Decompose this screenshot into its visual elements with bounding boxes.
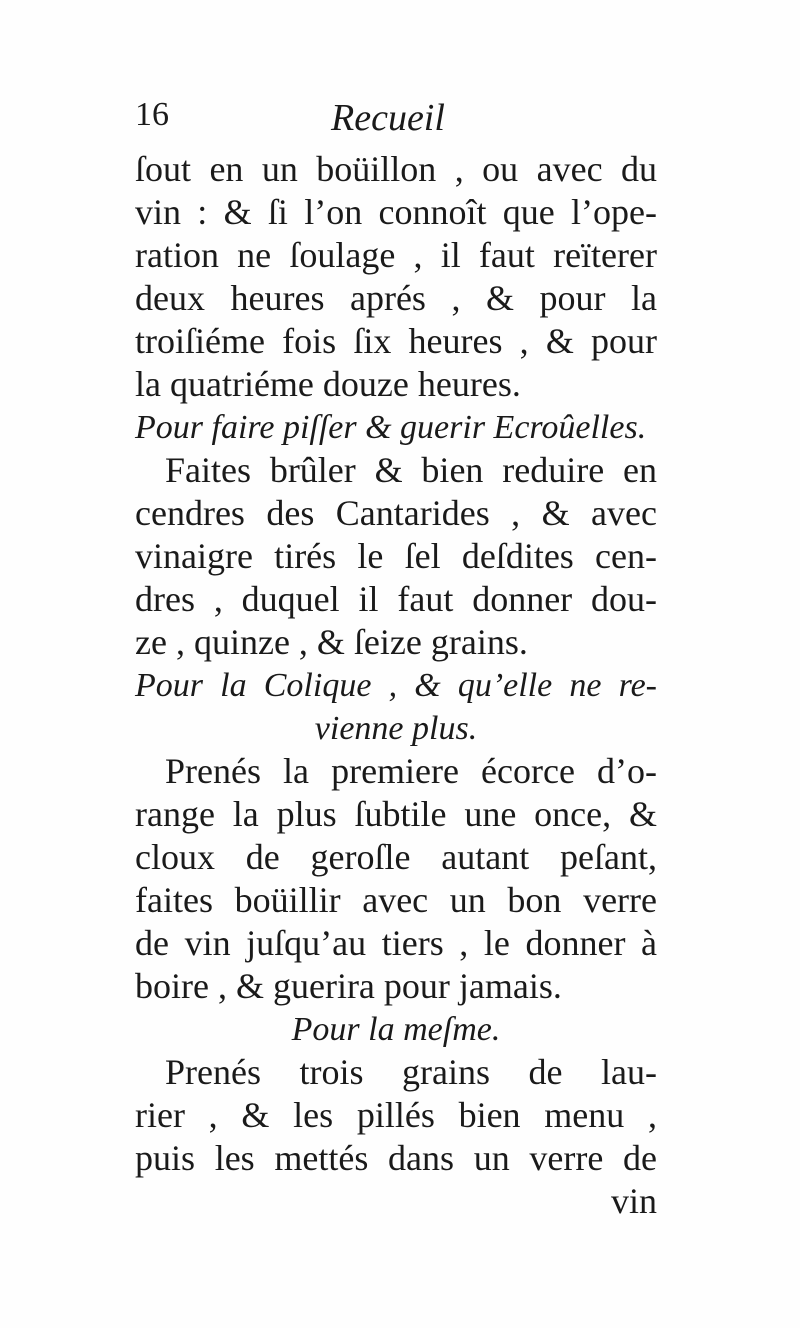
text-line: ze , quinze , & ſeize grains. <box>135 622 528 662</box>
text-line: rier , & les pillés bien menu , <box>135 1095 657 1135</box>
text-line: Prenés la premiere écorce d’o- <box>165 751 657 791</box>
page-number: 16 <box>135 96 169 133</box>
text-line: boire , & guerira pour jamais. <box>135 966 562 1006</box>
text-line: range la plus ſubtile une once, & <box>135 794 657 834</box>
text-line: cloux de geroſle autant peſant, <box>135 837 657 877</box>
text-line: vinaigre tirés le ſel deſdites cen- <box>135 536 657 576</box>
section-heading-continued: vienne plus. <box>314 710 478 747</box>
text-line: faites boüillir avec un bon verre <box>135 880 657 920</box>
text-line: ſout en un boüillon , ou avec du <box>135 149 657 189</box>
section-heading: Pour faire piſſer & guerir Ecroûelles. <box>135 409 647 446</box>
text-line: Prenés trois grains de lau- <box>165 1052 657 1092</box>
text-line: Faites brûler & bien reduire en <box>165 450 657 490</box>
section-heading: Pour la meſme. <box>291 1011 501 1048</box>
text-line: deux heures aprés , & pour la <box>135 278 657 318</box>
section-heading: Pour la Colique , & qu’elle ne re- <box>135 667 657 704</box>
page-header <box>135 96 655 146</box>
text-line: puis les mettés dans un verre de <box>135 1138 657 1178</box>
running-title: Recueil <box>331 97 445 139</box>
text-line: dres , duquel il faut donner dou- <box>135 579 657 619</box>
text-line: ration ne ſoulage , il faut reïterer <box>135 235 657 275</box>
text-line: troiſiéme fois ſix heures , & pour <box>135 321 657 361</box>
catchword: vin <box>610 1181 657 1221</box>
text-line: cendres des Cantarides , & avec <box>135 493 657 533</box>
text-line: de vin juſqu’au tiers , le donner à <box>135 923 657 963</box>
text-line: la quatriéme douze heures. <box>135 364 521 404</box>
page-body <box>135 148 657 1223</box>
text-line: vin : & ſi l’on connoît que l’ope- <box>135 192 657 232</box>
